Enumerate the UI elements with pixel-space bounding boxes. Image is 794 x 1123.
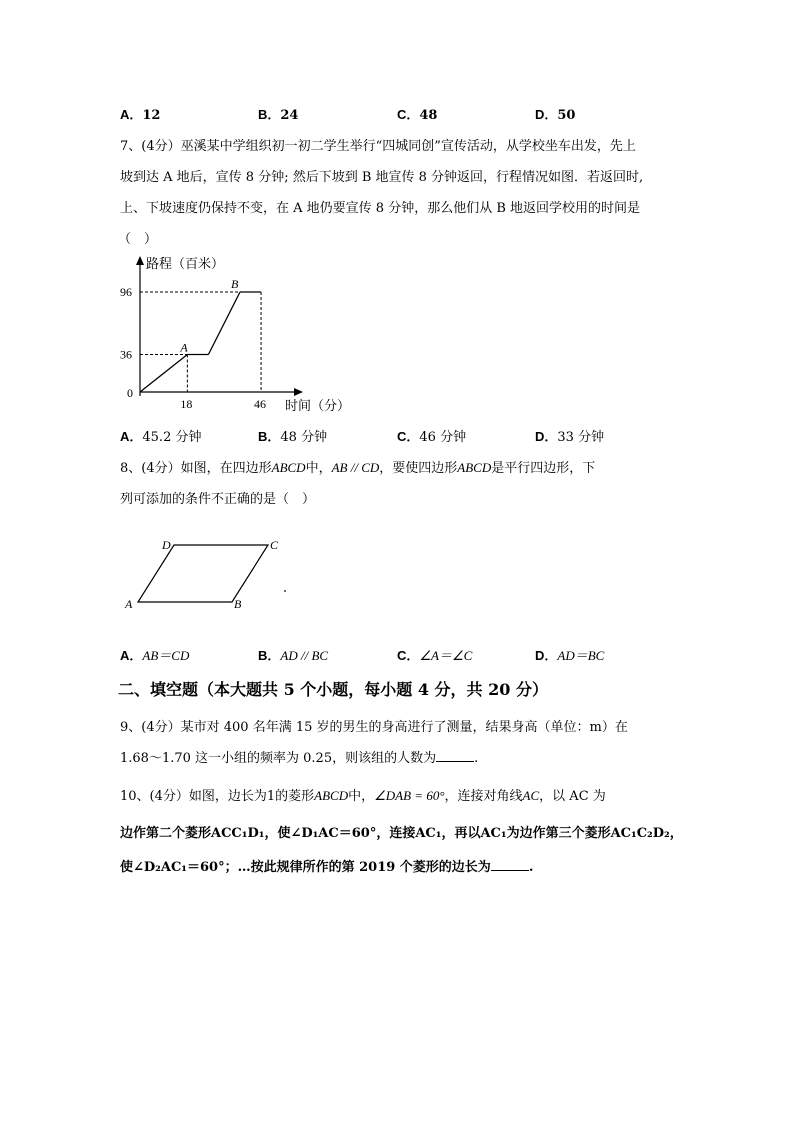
- y-tick-label: 96: [120, 285, 132, 299]
- option-value: AD＝BC: [557, 648, 605, 663]
- parallelogram-figure: [120, 535, 300, 615]
- vertex-a: A: [125, 597, 133, 611]
- option-value: 50: [557, 108, 576, 123]
- q6-option-b: [258, 104, 298, 123]
- q6-option-a: [120, 104, 160, 123]
- option-label: A．: [120, 429, 143, 444]
- q9-line-2: [120, 747, 478, 766]
- y-axis-label: 路程（百米）: [146, 256, 225, 271]
- option-value: 48: [419, 108, 438, 123]
- option-label: B．: [258, 429, 281, 444]
- option-label: D．: [535, 107, 558, 122]
- q10-line-1: [120, 785, 606, 804]
- q9-end: .: [474, 751, 479, 766]
- q10-text-b: 中，: [348, 789, 375, 804]
- q7-line-1: 7、(4分）巫溪某中学组织初一初二学生举行“四城同创”宣传活动，从学校坐车出发，先上: [120, 139, 636, 154]
- q10-answer-blank: [491, 858, 529, 871]
- q8-text-d: 是平行四边形，下: [491, 461, 596, 476]
- q8-line-1: [120, 457, 595, 476]
- option-label: C．: [397, 429, 420, 444]
- q8-option-d: [535, 645, 604, 664]
- q10-ac: AC: [522, 788, 540, 803]
- x-tick-label: 18: [180, 397, 193, 411]
- q7-option-b: [258, 426, 327, 445]
- series-segment: [208, 292, 240, 355]
- x-tick-label: 46: [254, 397, 267, 411]
- q7-option-d: [535, 426, 604, 445]
- q8-condition: AB // CD: [331, 460, 380, 475]
- option-value: ∠A＝∠C: [419, 648, 473, 663]
- section-2-heading: 二、填空题（本大题共 5 个小题，每小题 4 分，共 20 分）: [118, 680, 548, 699]
- q10-text-d: ，以 AC 为: [539, 789, 606, 804]
- q10-text-c: ，连接对角线: [444, 789, 523, 804]
- x-axis-arrow: [294, 388, 303, 396]
- q8-text-b: 中，: [305, 461, 332, 476]
- q8-option-a: [120, 645, 189, 664]
- option-value: AD // BC: [280, 648, 329, 663]
- option-value: 33 分钟: [557, 430, 605, 445]
- series-segment: [140, 355, 187, 393]
- x-axis-label: 时间（分）: [285, 398, 350, 413]
- q8-line-2: 列可添加的条件不正确的是（ ）: [120, 492, 316, 507]
- option-value: 46 分钟: [419, 430, 467, 445]
- q8-option-b: [258, 645, 328, 664]
- point-label-b: B: [231, 277, 239, 291]
- option-label: B．: [258, 107, 281, 122]
- option-label: C．: [397, 648, 420, 663]
- q8-text-a: 8、(4分）如图，在四边形: [120, 461, 272, 476]
- y-axis-arrow: [136, 256, 144, 265]
- option-value: 12: [142, 108, 161, 123]
- q8-abcd-2: ABCD: [457, 460, 492, 475]
- parallelogram-shape: [138, 545, 268, 602]
- q7-line-4: （ ）: [118, 232, 158, 247]
- vertex-b: B: [234, 597, 242, 611]
- q7-line-3: 上、下坡速度仍保持不变，在 A 地仍要宣传 8 分钟，那么他们从 B 地返回学校用的时间是: [120, 201, 641, 216]
- option-label: C．: [397, 107, 420, 122]
- q10-text-e: 使∠D₂AC₁＝60°；…按此规律所作的第 2019 个菱形的边长为: [120, 860, 491, 875]
- q8-text-c: ，要使四边形: [379, 461, 458, 476]
- option-value: 48 分钟: [280, 430, 328, 445]
- option-label: A．: [120, 648, 143, 663]
- stray-dot: [284, 590, 286, 592]
- q6-option-d: [535, 104, 575, 123]
- q10-line-2: 边作第二个菱形ACC₁D₁，使∠D₁AC＝60°，连接AC₁，再以AC₁为边作第三个菱形AC₁C₂D₂，: [120, 826, 683, 841]
- y-tick-label: 36: [120, 347, 132, 362]
- vertex-d: D: [162, 538, 171, 552]
- distance-time-chart: [110, 250, 350, 420]
- option-label: D．: [535, 648, 558, 663]
- vertex-c: C: [270, 538, 279, 552]
- option-label: A．: [120, 107, 143, 122]
- q10-angle: ∠DAB = 60°: [374, 788, 445, 803]
- q8-abcd: ABCD: [271, 460, 306, 475]
- q7-option-c: [397, 426, 466, 445]
- q8-option-c: [397, 645, 472, 664]
- q7-line-2: 坡到达 A 地后，宣传 8 分钟; 然后下坡到 B 地宣传 8 分钟返回，行程情况如图．若返回时,: [120, 170, 644, 185]
- q10-abcd: ABCD: [314, 788, 349, 803]
- q10-line-3: [120, 856, 533, 875]
- q10-end: .: [528, 860, 534, 875]
- point-label-a: A: [180, 340, 188, 355]
- origin-label: 0: [127, 386, 133, 400]
- option-value: 24: [280, 108, 299, 123]
- option-value: AB＝CD: [142, 648, 190, 663]
- option-label: B．: [258, 648, 281, 663]
- q9-answer-blank: [436, 749, 474, 762]
- q7-option-a: [120, 426, 201, 445]
- q9-text: 1.68～1.70 这一小组的频率为 0.25，则该组的人数为: [120, 751, 437, 766]
- q6-option-c: [397, 104, 437, 123]
- q10-text-a: 10、(4分）如图，边长为1的菱形: [120, 789, 315, 804]
- option-value: 45.2 分钟: [142, 430, 202, 445]
- option-label: D．: [535, 429, 558, 444]
- q9-line-1: 9、(4分）某市对 400 名年满 15 岁的男生的身高进行了测量，结果身高（单位：m）在: [120, 720, 628, 735]
